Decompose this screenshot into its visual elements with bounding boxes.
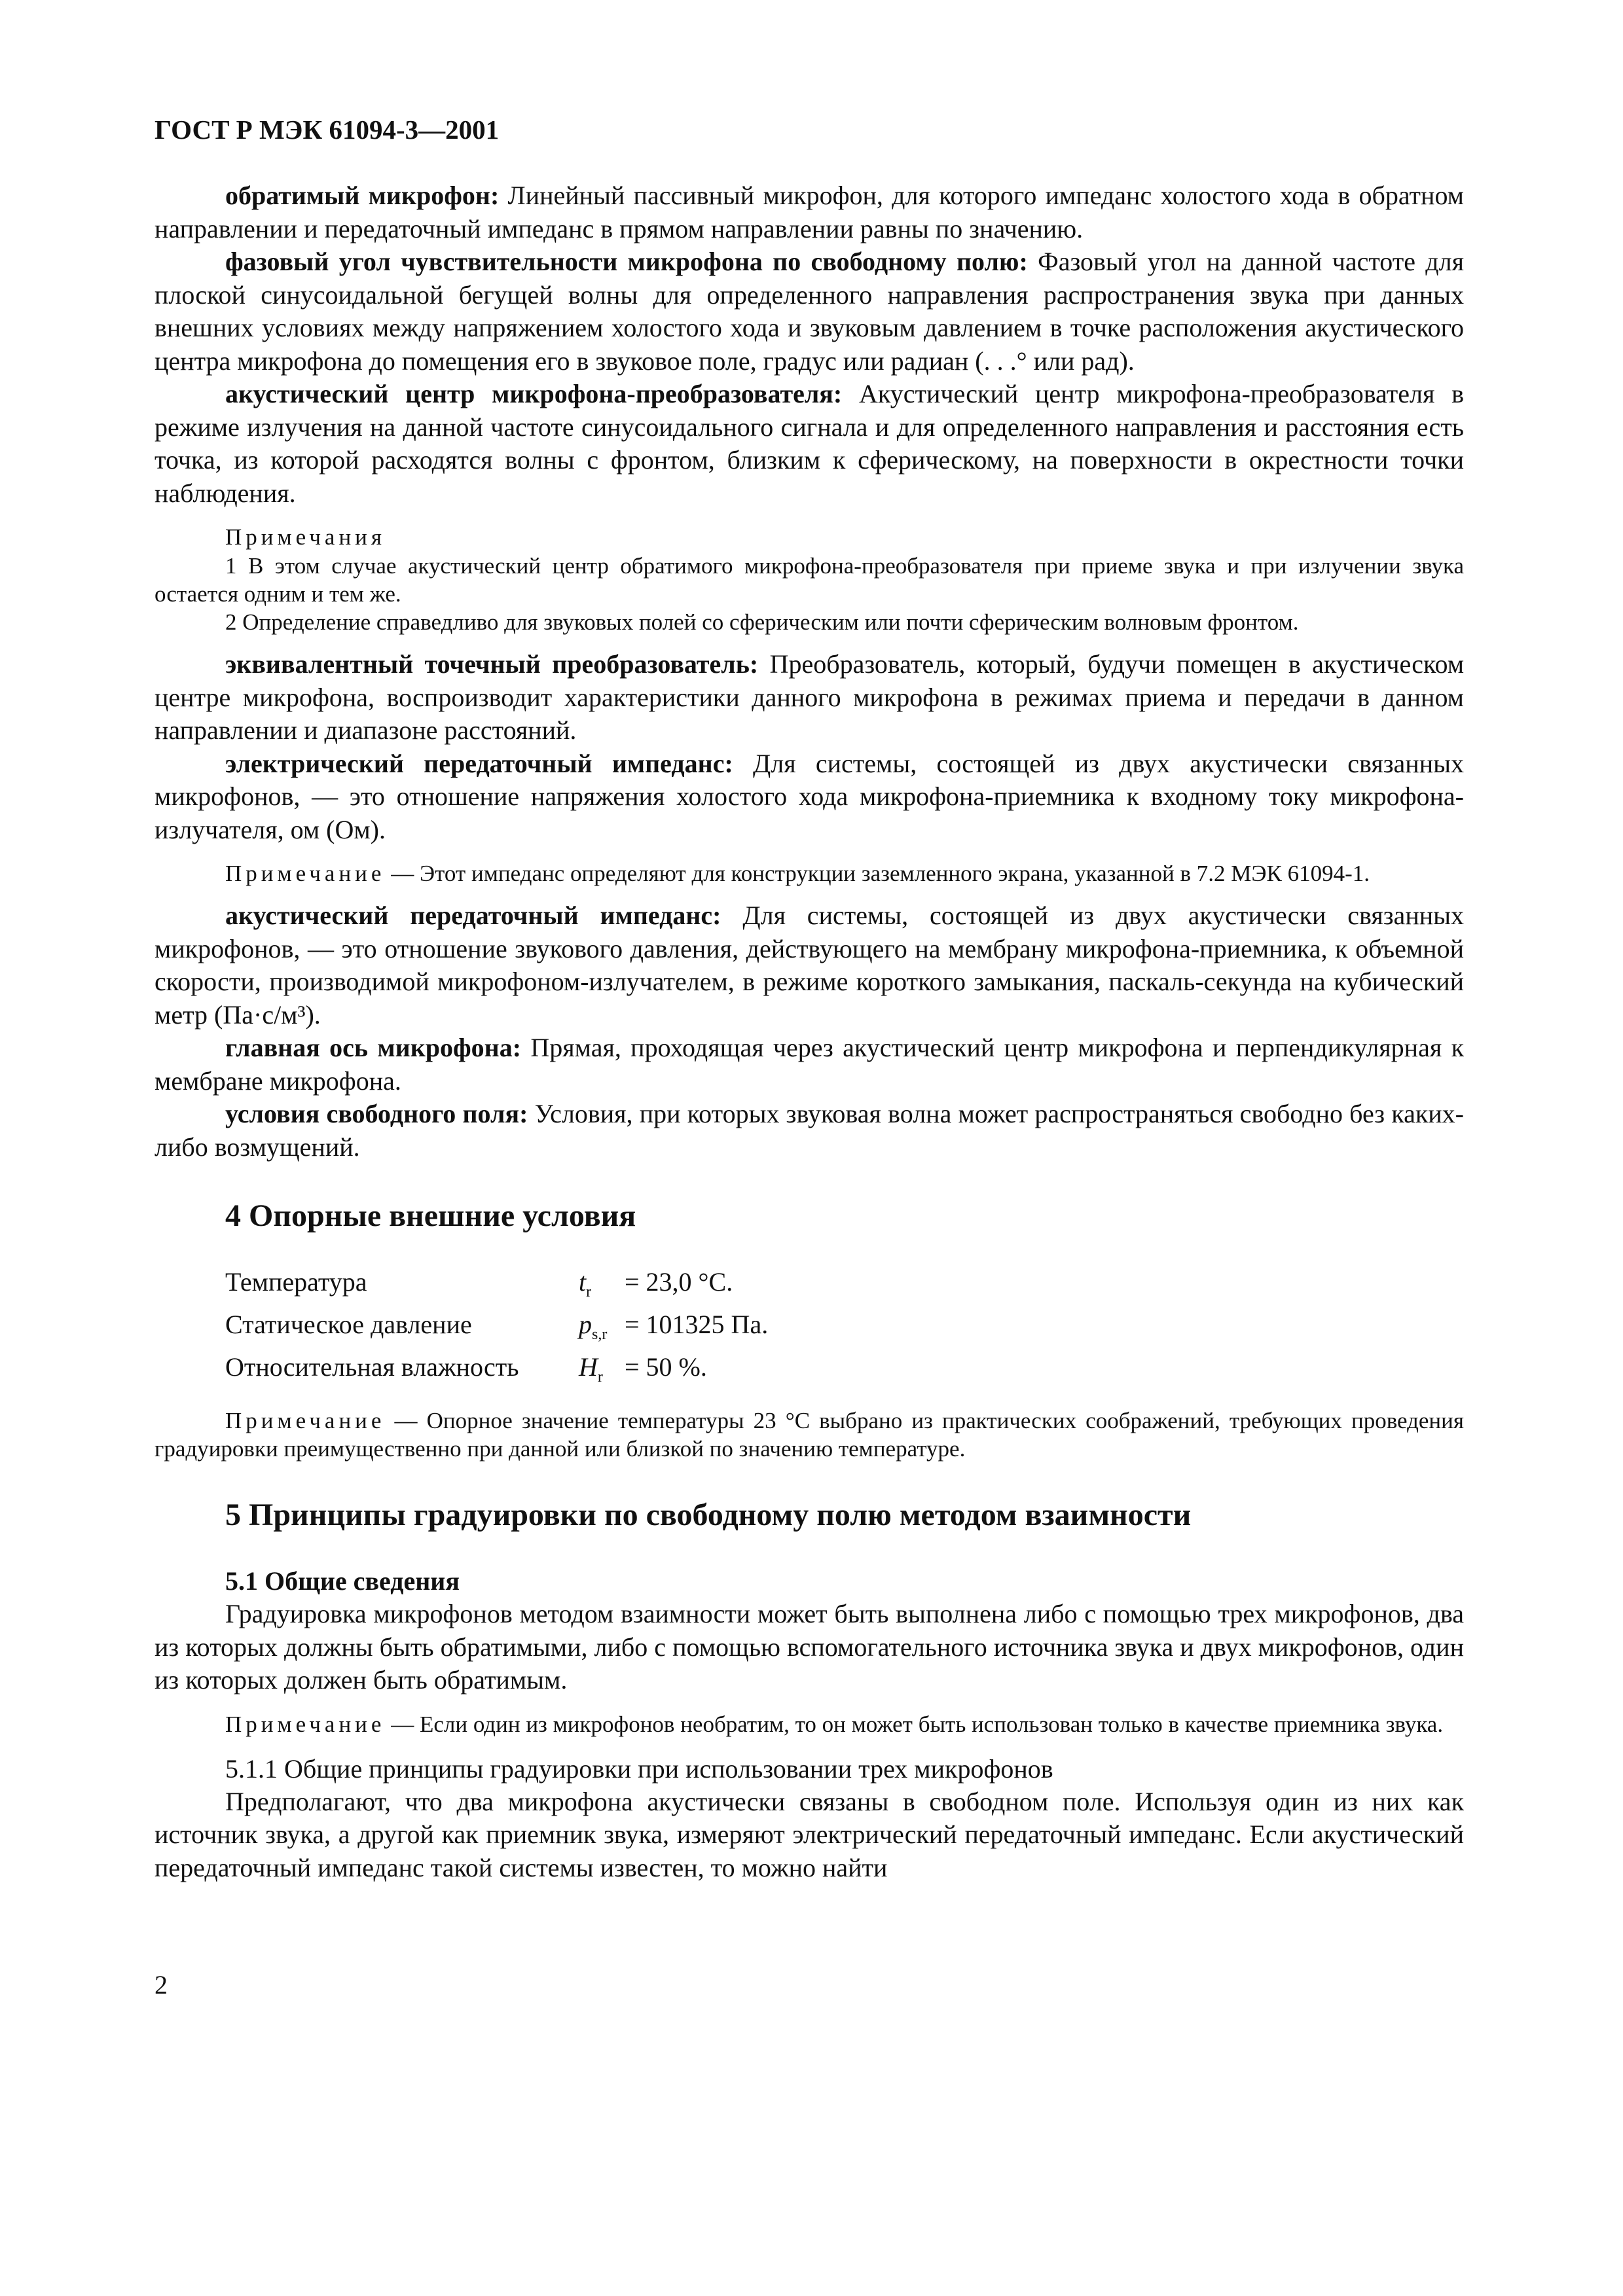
term: акустический центр микрофона-преобразователя: bbox=[225, 379, 843, 408]
note-text: — Опорное значение температуры 23 °С выбрано из практических соображений, требующих проведения градуировки преимущественно при данной или близкой по значению температуре. bbox=[155, 1408, 1464, 1462]
definition-principal-axis bbox=[155, 1031, 1464, 1098]
page-content bbox=[155, 113, 1464, 1884]
condition-value: = 23,0 °С. bbox=[625, 1267, 733, 1297]
condition-row bbox=[225, 1351, 1464, 1393]
term: акустический передаточный импеданс: bbox=[225, 901, 721, 930]
definition-reversible-microphone bbox=[155, 179, 1464, 245]
page-number: 2 bbox=[155, 1970, 168, 2000]
condition-label: Температура bbox=[225, 1267, 367, 1297]
section-5-heading: 5 Принципы градуировки по свободному полю методом взаимности bbox=[225, 1498, 1192, 1532]
condition-row bbox=[225, 1266, 1464, 1308]
definition-text: Для системы, состоящей из двух акустически связанных микрофонов, — это отношение звукового давления, действующего на мембрану микрофона-приемника, к объемной скорости, производимой микрофоном-излучателем, в режиме короткого замыкания, паскаль-секунда на кубический метр (Па·с/м³). bbox=[155, 901, 1465, 1030]
condition-value: = 101325 Па. bbox=[625, 1310, 769, 1339]
definition-text: Фазовый угол на данной частоте для плоской синусоидальной бегущей волны для определенного направления распространения звука при данных внешних условиях между напряжением холостого хода и звуковым давлением в точке расположения акустического центра микрофона до помещения его в звуковое поле, градус или радиан (. . .° или рад). bbox=[155, 247, 1464, 376]
subsection-5-1-heading: 5.1 Общие сведения bbox=[225, 1566, 460, 1596]
definition-phase-angle bbox=[155, 245, 1464, 378]
condition-value: = 50 %. bbox=[625, 1352, 707, 1382]
condition-symbol: $t_r$ bbox=[579, 1267, 592, 1300]
definition-text: Для системы, состоящей из двух акустически связанных микрофонов, — это отношение напряжения холостого хода микрофона-приемника к входному току микрофона-излучателя, ом (Ом). bbox=[155, 748, 1464, 844]
note-lead: Примечание bbox=[225, 1408, 386, 1433]
term: фазовый угол чувствительности микрофона по свободному полю: bbox=[225, 247, 1028, 276]
term: обратимый микрофон: bbox=[225, 181, 500, 210]
paragraph-general: Градуировка микрофонов методом взаимности может быть выполнена либо с помощью трех микрофонов, два из которых должны быть обратимыми, либо с помощью вспомогательного источника звука и двух микрофонов, один из которых должен быть обратимым. bbox=[155, 1599, 1464, 1695]
note-text: — Этот импеданс определяют для конструкции заземленного экрана, указанной в 7.2 МЭК 61094-1. bbox=[385, 861, 1370, 886]
condition-label: Относительная влажность bbox=[225, 1352, 519, 1382]
term: эквивалентный точечный преобразователь: bbox=[225, 649, 759, 679]
note-lead: Примечание bbox=[225, 861, 386, 886]
notes-title: Примечания bbox=[225, 524, 386, 550]
definition-free-field-conditions bbox=[155, 1098, 1464, 1164]
note-item: 2 Определение справедливо для звуковых полей со сферическим или почти сферическим волновым фронтом. bbox=[225, 609, 1299, 635]
paragraph-three-microphones: Предполагают, что два микрофона акустически связаны в свободном поле. Используя один из них как источник звука, а другой как приемник звука, измеряют электрический передаточный импеданс. Если акустический передаточный импеданс такой системы известен, то можно найти bbox=[155, 1786, 1464, 1882]
term: условия свободного поля: bbox=[225, 1099, 528, 1128]
subsection-5-1-1-heading: 5.1.1 Общие принципы градуировки при использовании трех микрофонов bbox=[225, 1753, 1053, 1784]
note-electrical-impedance bbox=[155, 859, 1464, 888]
standard-header: ГОСТ Р МЭК 61094-3—2001 bbox=[155, 115, 500, 145]
definition-equivalent-point-transducer bbox=[155, 648, 1464, 747]
note-lead: Примечание bbox=[225, 1711, 386, 1737]
definition-text: Акустический центр микрофона-преобразователя в режиме излучения на данной частоте синусоидального сигнала и для определенного направления и расстояния есть точка, из которой расходятся волны с фронтом, близким к сферическому, на поверхности в окрестности точки наблюдения. bbox=[155, 379, 1464, 508]
condition-label: Статическое давление bbox=[225, 1310, 472, 1339]
note-irreversible-microphone bbox=[155, 1710, 1464, 1738]
term: главная ось микрофона: bbox=[225, 1033, 522, 1062]
definition-text: Преобразователь, который, будучи помещен в акустическом центре микрофона, воспроизводит характеристики данного микрофона в режимах приема и передачи в данном направлении и диапазоне расстояний. bbox=[155, 649, 1465, 745]
condition-row bbox=[225, 1308, 1464, 1351]
definition-text: Линейный пассивный микрофон, для которого импеданс холостого хода в обратном направлении и передаточный импеданс в прямом направлении равны по значению. bbox=[155, 181, 1464, 243]
definition-acoustic-centre bbox=[155, 378, 1464, 510]
note-text: — Если один из микрофонов необратим, то он может быть использован только в качестве приемника звука. bbox=[385, 1711, 1444, 1737]
note-item: 1 В этом случае акустический центр обратимого микрофона-преобразователя при приеме звука и при излучении звука остается одним и тем же. bbox=[155, 553, 1464, 607]
reference-conditions-table bbox=[155, 1266, 1464, 1393]
definition-text: Условия, при которых звуковая волна может распространяться свободно без каких-либо возмущений. bbox=[155, 1099, 1464, 1162]
definition-text: Прямая, проходящая через акустический центр микрофона и перпендикулярная к мембране микрофона. bbox=[155, 1033, 1464, 1096]
notes-block bbox=[155, 523, 1464, 636]
note-reference-temperature bbox=[155, 1407, 1464, 1463]
definition-acoustic-transfer-impedance bbox=[155, 899, 1464, 1031]
section-4-heading: 4 Опорные внешние условия bbox=[225, 1198, 636, 1233]
definition-electrical-transfer-impedance bbox=[155, 747, 1464, 847]
term: электрический передаточный импеданс: bbox=[225, 748, 733, 778]
condition-symbol: $H_r$ bbox=[579, 1352, 603, 1386]
condition-symbol: $p_{s,r}$ bbox=[579, 1310, 608, 1343]
